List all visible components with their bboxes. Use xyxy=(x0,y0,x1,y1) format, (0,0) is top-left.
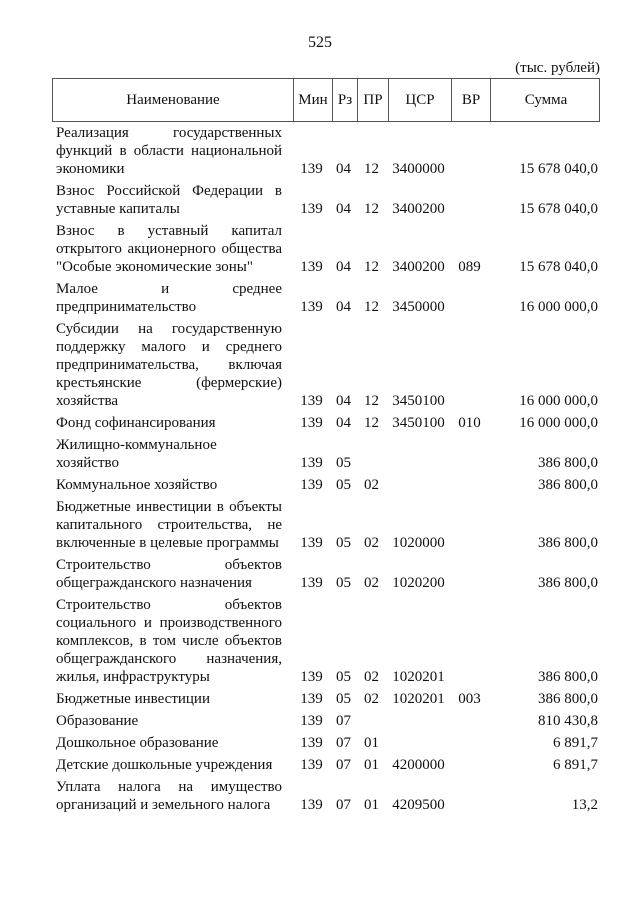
cell-sum: 386 800,0 xyxy=(538,691,598,707)
cell-pr: 12 xyxy=(364,393,379,409)
cell-name: Коммунальное хозяйство xyxy=(56,477,218,493)
cell-name: Дошкольное образование xyxy=(56,735,219,751)
table-row xyxy=(52,414,600,432)
table-row xyxy=(52,596,600,686)
cell-rz: 04 xyxy=(336,201,351,217)
cell-min: 139 xyxy=(300,455,323,471)
cell-sum: 386 800,0 xyxy=(538,575,598,591)
cell-csr: 1020000 xyxy=(392,535,445,551)
table-row xyxy=(52,734,600,752)
cell-rz: 05 xyxy=(336,575,351,591)
cell-min: 139 xyxy=(300,735,323,751)
cell-name: Взнос Российской Федерации в уставные капиталы xyxy=(56,183,282,217)
cell-sum: 386 800,0 xyxy=(538,455,598,471)
cell-sum: 16 000 000,0 xyxy=(519,415,598,431)
cell-min: 139 xyxy=(300,299,323,315)
cell-pr: 02 xyxy=(364,691,379,707)
table-row xyxy=(52,124,600,178)
cell-pr: 02 xyxy=(364,669,379,685)
cell-csr: 3450100 xyxy=(392,415,445,431)
table-row xyxy=(52,182,600,218)
cell-min: 139 xyxy=(300,535,323,551)
cell-name: Бюджетные инвестиции в объекты капитального строительства, не включенные в целевые программы xyxy=(56,499,282,551)
cell-pr: 01 xyxy=(364,757,379,773)
cell-pr: 12 xyxy=(364,201,379,217)
cell-sum: 16 000 000,0 xyxy=(519,393,598,409)
cell-name: Бюджетные инвестиции xyxy=(56,691,210,707)
cell-min: 139 xyxy=(300,713,323,729)
cell-csr: 3400000 xyxy=(392,161,445,177)
cell-rz: 05 xyxy=(336,455,351,471)
cell-rz: 07 xyxy=(336,713,351,729)
cell-sum: 386 800,0 xyxy=(538,535,598,551)
cell-min: 139 xyxy=(300,757,323,773)
cell-min: 139 xyxy=(300,691,323,707)
cell-csr: 1020201 xyxy=(392,669,445,685)
cell-rz: 04 xyxy=(336,415,351,431)
cell-csr: 1020201 xyxy=(392,691,445,707)
cell-csr: 1020200 xyxy=(392,575,445,591)
cell-min: 139 xyxy=(300,575,323,591)
cell-sum: 15 678 040,0 xyxy=(519,259,598,275)
cell-sum: 16 000 000,0 xyxy=(519,299,598,315)
cell-pr: 01 xyxy=(364,735,379,751)
cell-rz: 04 xyxy=(336,393,351,409)
cell-vr: 003 xyxy=(458,691,481,707)
header-pr: ПР xyxy=(357,79,388,121)
table-row xyxy=(52,222,600,276)
cell-rz: 05 xyxy=(336,691,351,707)
cell-name: Строительство объектов общегражданского назначения xyxy=(56,557,282,591)
cell-name: Жилищно-коммунальное хозяйство xyxy=(56,437,217,471)
cell-name: Уплата налога на имущество организаций и земельного налога xyxy=(56,779,282,813)
cell-pr: 02 xyxy=(364,575,379,591)
table-row xyxy=(52,756,600,774)
cell-min: 139 xyxy=(300,259,323,275)
cell-csr: 4209500 xyxy=(392,797,445,813)
cell-rz: 07 xyxy=(336,797,351,813)
table-row xyxy=(52,712,600,730)
cell-rz: 05 xyxy=(336,535,351,551)
cell-rz: 07 xyxy=(336,757,351,773)
cell-min: 139 xyxy=(300,797,323,813)
cell-name: Детские дошкольные учреждения xyxy=(56,757,273,773)
cell-name: Строительство объектов социального и производственного комплексов, в том числе объектов общегражданского назначения, жилья, инфраструктуры xyxy=(56,597,282,685)
cell-sum: 6 891,7 xyxy=(553,735,598,751)
budget-table xyxy=(52,78,600,818)
cell-name: Субсидии на государственную поддержку малого и среднего предпринимательства, включая крестьянские (фермерские) хозяйства xyxy=(56,321,282,409)
cell-rz: 05 xyxy=(336,669,351,685)
table-row xyxy=(52,436,600,472)
header-name: Наименование xyxy=(126,92,220,108)
cell-min: 139 xyxy=(300,201,323,217)
header-csr: ЦСР xyxy=(388,79,451,121)
cell-rz: 04 xyxy=(336,299,351,315)
cell-vr: 089 xyxy=(458,259,481,275)
cell-csr: 3450100 xyxy=(392,393,445,409)
table-row xyxy=(52,690,600,708)
table-row xyxy=(52,498,600,552)
cell-csr: 3400200 xyxy=(392,259,445,275)
cell-sum: 15 678 040,0 xyxy=(519,161,598,177)
cell-rz: 04 xyxy=(336,259,351,275)
header-vr: ВР xyxy=(451,79,490,121)
cell-pr: 01 xyxy=(364,797,379,813)
cell-name: Взнос в уставный капитал открытого акционерного общества "Особые экономические зоны" xyxy=(56,223,282,275)
cell-sum: 386 800,0 xyxy=(538,669,598,685)
cell-pr: 12 xyxy=(364,299,379,315)
cell-min: 139 xyxy=(300,415,323,431)
cell-csr: 3400200 xyxy=(392,201,445,217)
cell-sum: 6 891,7 xyxy=(553,757,598,773)
unit-label: (тыс. рублей) xyxy=(515,60,600,76)
cell-name: Фонд софинансирования xyxy=(56,415,216,431)
cell-pr: 12 xyxy=(364,415,379,431)
cell-rz: 04 xyxy=(336,161,351,177)
table-header xyxy=(52,78,600,122)
cell-name: Малое и среднее предпринимательство xyxy=(56,281,282,315)
cell-rz: 07 xyxy=(336,735,351,751)
cell-min: 139 xyxy=(300,669,323,685)
cell-pr: 02 xyxy=(364,477,379,493)
cell-csr: 4200000 xyxy=(392,757,445,773)
cell-min: 139 xyxy=(300,477,323,493)
cell-min: 139 xyxy=(300,161,323,177)
cell-sum: 13,2 xyxy=(571,797,598,813)
table-row xyxy=(52,280,600,316)
cell-name: Реализация государственных функций в области национальной экономики xyxy=(56,125,282,177)
cell-pr: 12 xyxy=(364,161,379,177)
header-sum: Сумма xyxy=(490,79,601,121)
page-number: 525 xyxy=(308,34,332,51)
cell-sum: 810 430,8 xyxy=(538,713,598,729)
table-row xyxy=(52,778,600,814)
cell-min: 139 xyxy=(300,393,323,409)
cell-pr: 12 xyxy=(364,259,379,275)
cell-vr: 010 xyxy=(458,415,481,431)
cell-rz: 05 xyxy=(336,477,351,493)
header-min: Мин xyxy=(293,79,332,121)
table-row xyxy=(52,320,600,410)
cell-sum: 386 800,0 xyxy=(538,477,598,493)
cell-csr: 3450000 xyxy=(392,299,445,315)
cell-pr: 02 xyxy=(364,535,379,551)
table-row xyxy=(52,476,600,494)
cell-sum: 15 678 040,0 xyxy=(519,201,598,217)
table-row xyxy=(52,556,600,592)
cell-name: Образование xyxy=(56,713,139,729)
header-rz: Рз xyxy=(332,79,357,121)
